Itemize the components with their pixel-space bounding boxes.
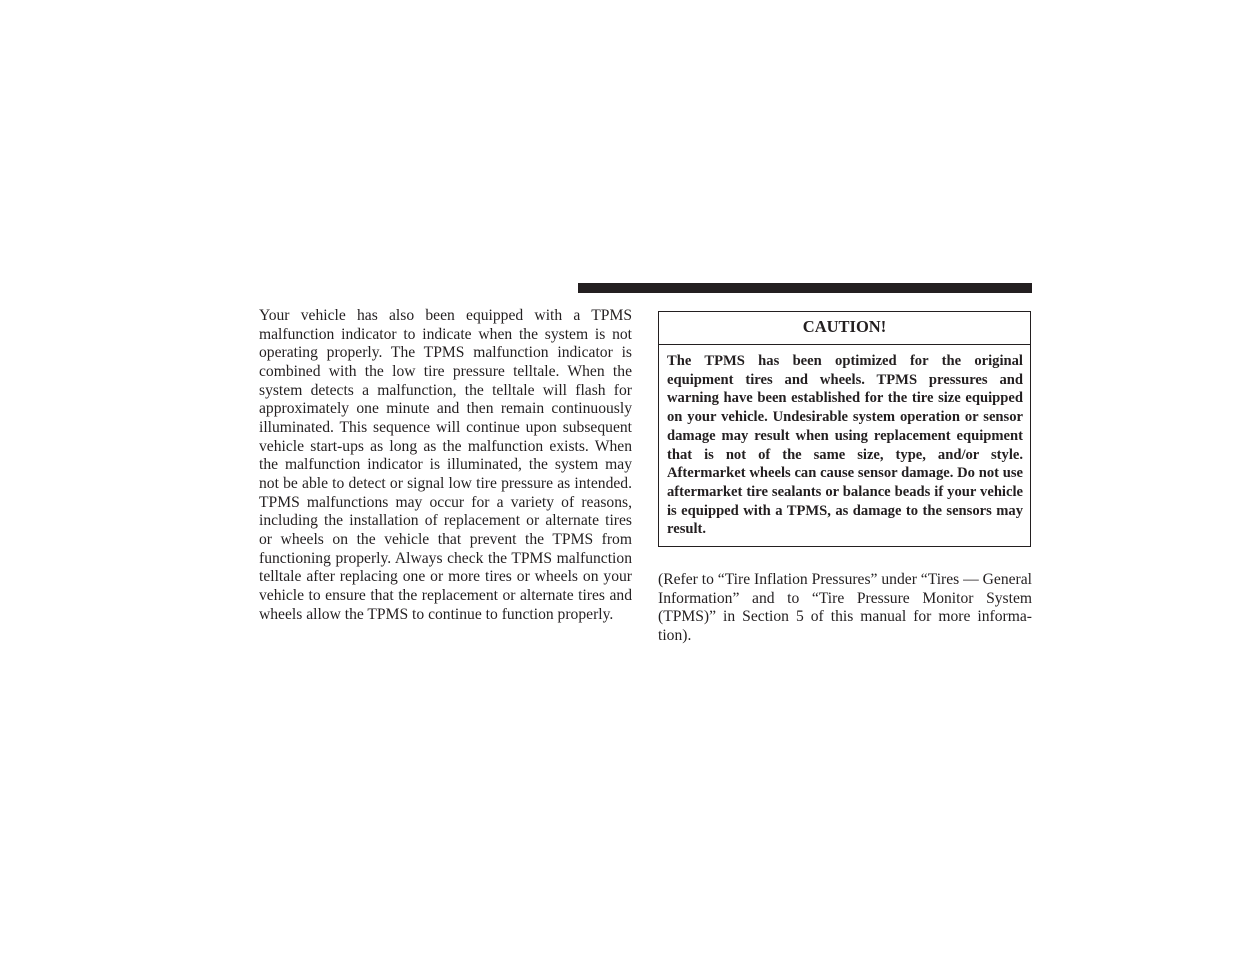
- reference-note: (Refer to “Tire Inflation Pressures” under “Tires — General Information” and to “Tire Pressure Monitor System (TPMS)” in Section 5 of this manual for more information).: [658, 571, 1032, 644]
- caution-body: The TPMS has been optimized for the original equipment tires and wheels. TPMS pressures and warning have been established for the tire size equipped on your vehicle. Undesirable system operation or sensor damage may result when using replacement equipment that is not of the same size, type, and/or style. Aftermarket wheels can cause sensor damage. Do not use aftermarket tire sealants or balance beads if your vehicle is equipped with a TPMS, as damage to the sensors may result.: [667, 353, 1023, 538]
- section-header-rule: [578, 283, 1032, 293]
- tpms-malfunction-paragraph: Your vehicle has also been equipped with a TPMS malfunction indicator to indicate when the system is not operating properly. The TPMS malfunction indicator is combined with the low tire pressure telltale. When the system detects a malfunction, the telltale will flash for approximately one minute and then remain continuously illuminated. This sequence will continue upon subsequent vehicle start-ups as long as the malfunction exists. When the malfunction indicator is illuminated, the system may not be able to detect or signal low tire pressure as intended. TPMS malfunctions may occur for a variety of reasons, including the installation of replacement or alternate tires or wheels on the vehicle that prevent the TPMS from functioning properly. Always check the TPMS malfunction telltale after replacing one or more tires or wheels on your vehicle to ensure that the replacement or alternate tires and wheels allow the TPMS to continue to function properly.: [259, 307, 632, 623]
- caution-title: CAUTION!: [802, 317, 887, 336]
- caution-box: [658, 311, 1031, 547]
- caution-divider: [659, 344, 1030, 345]
